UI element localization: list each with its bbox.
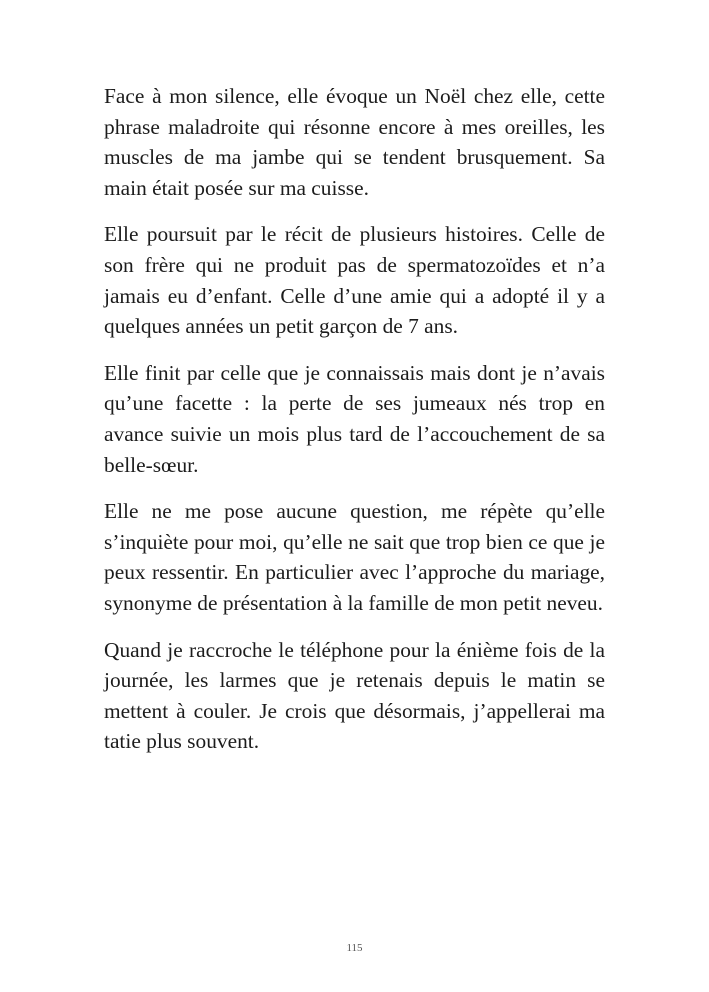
page-number: 115: [346, 942, 363, 954]
body-text: [104, 81, 605, 773]
paragraph-1: Face à mon silence, elle évoque un Noël chez elle, cette phrase maladroite qui résonne encore à mes oreilles, les muscles de ma jambe qui se tendent brusquement. Sa main était posée sur ma cuisse.: [104, 84, 605, 200]
paragraph-2: Elle poursuit par le récit de plusieurs histoires. Celle de son frère qui ne produit pas de spermatozoïdes et n’a jamais eu d’enfant. Celle d’une amie qui a adopté il y a quelques années un petit garçon de 7 ans.: [104, 222, 605, 339]
paragraph-4: Elle ne me pose aucune question, me répète qu’elle s’inquiète pour moi, qu’elle ne sait que trop bien ce que je peux ressentir. En particulier avec l’approche du mariage, synonyme de présentation à la famille de mon petit neveu.: [104, 499, 605, 615]
paragraph-5: Quand je raccroche le téléphone pour la énième fois de la journée, les larmes que je retenais depuis le matin se mettent à couler. Je crois que désormais, j’appellerai ma tatie plus souvent.: [104, 637, 605, 754]
paragraph-3: Elle finit par celle que je connaissais mais dont je n’avais qu’une facette : la perte de ses jumeaux nés trop en avance suivie un mois plus tard de l’accouchement de sa belle-sœur.: [104, 360, 605, 477]
